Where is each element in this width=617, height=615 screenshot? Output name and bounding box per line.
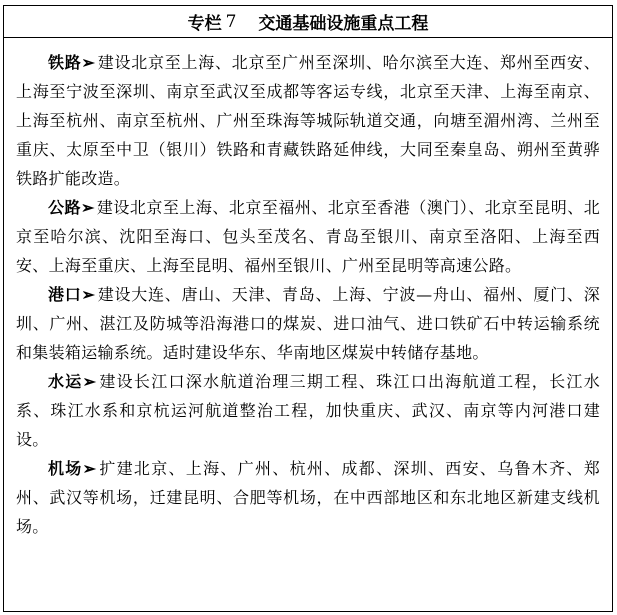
column-title-text: 交通基础设施重点工程 xyxy=(258,14,429,34)
section-railway xyxy=(16,48,600,193)
arrow-bullet-icon: ➢ xyxy=(81,285,96,304)
column-label: 专栏 xyxy=(187,14,222,34)
section-text: 建设北京至上海、北京至广州至深圳、哈尔滨至大连、郑州至西安、上海至宁波至深圳、南京至武汉至成都等客运专线，北京至天津、上海至南京、上海至杭州、南京至杭州、广州至珠海等城际轨道交通，向塘至湄州湾、兰州至重庆、太原至中卫（银川）铁路和青藏铁路延伸线，大同至秦皇岛、朔州至黄骅铁路扩能改造。 xyxy=(16,53,600,188)
column-content xyxy=(4,38,612,541)
section-label: 铁路 xyxy=(48,53,82,72)
section-label: 机场 xyxy=(48,459,83,478)
section-highway xyxy=(16,193,600,280)
arrow-bullet-icon: ➢ xyxy=(82,459,97,478)
arrow-bullet-icon: ➢ xyxy=(82,372,97,391)
section-label: 港口 xyxy=(48,285,82,304)
section-airport xyxy=(16,454,600,541)
section-text: 扩建北京、上海、广州、杭州、成都、深圳、西安、乌鲁木齐、郑州、武汉等机场，迁建昆明、合肥等机场，在中西部地区和东北地区新建支线机场。 xyxy=(16,459,600,536)
section-text: 建设北京至上海、北京至福州、北京至香港（澳门）、北京至昆明、北京至哈尔滨、沈阳至海口、包头至茂名、青岛至银川、南京至洛阳、上海至西安、上海至重庆、上海至昆明、福州至银川、广州至昆明等高速公路。 xyxy=(16,198,600,275)
arrow-bullet-icon: ➢ xyxy=(81,198,95,217)
column-number: 7 xyxy=(225,11,237,32)
column-box xyxy=(3,5,613,612)
section-label: 公路 xyxy=(48,198,81,217)
section-label: 水运 xyxy=(48,372,83,391)
section-text: 建设大连、唐山、天津、青岛、上海、宁波—舟山、福州、厦门、深圳、广州、湛江及防城等沿海港口的煤炭、进口油气、进口铁矿石中转运输系统和集装箱运输系统。适时建设华东、华南地区煤炭中转储存基地。 xyxy=(16,285,600,362)
section-port xyxy=(16,280,600,367)
column-title xyxy=(4,6,612,38)
section-text: 建设长江口深水航道治理三期工程、珠江口出海航道工程，长江水系、珠江水系和京杭运河航道整治工程，加快重庆、武汉、南京等内河港口建设。 xyxy=(16,372,600,449)
arrow-bullet-icon: ➢ xyxy=(81,53,96,72)
section-waterway xyxy=(16,367,600,454)
